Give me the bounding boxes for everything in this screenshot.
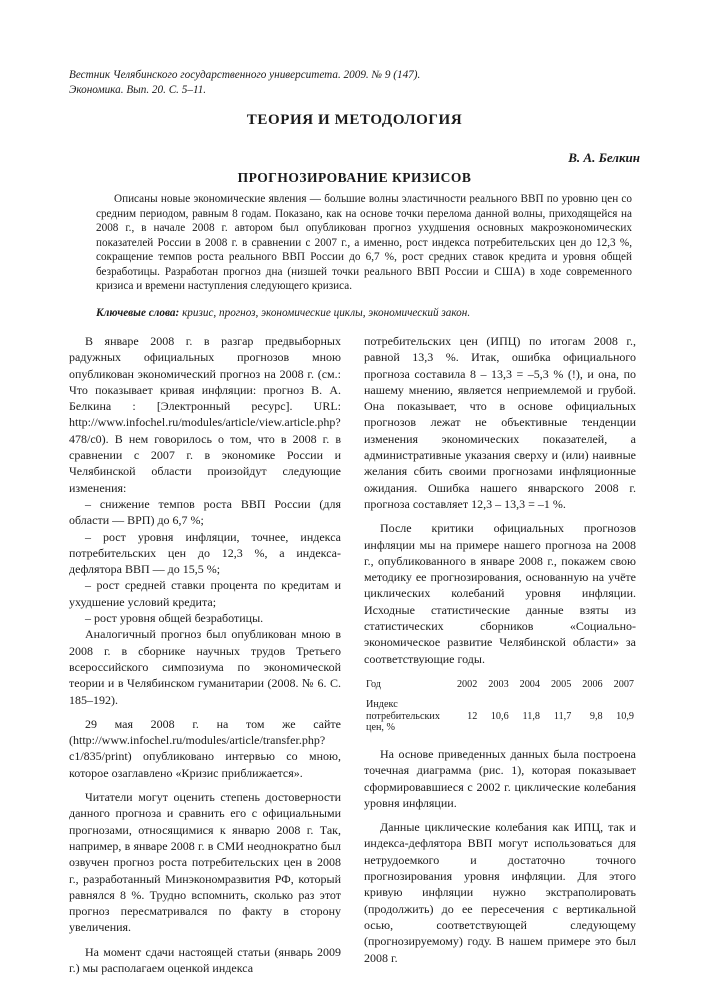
- year-cell: 2007: [613, 678, 634, 690]
- paragraph: Данные циклические колебания как ИПЦ, так и индекса-дефлятора ВВП могут использоваться для нетрудоемкого и достаточно точного прогнозирования уровня инфляции. Для этого кривую инфляции нужно экстраполировать (продолжить) до ее пересечения с вертикальной осью, соответствующей следующему (прогнозируемому) году. В нашем примере это был 2008 г.: [364, 820, 636, 965]
- journal-header: [69, 68, 420, 97]
- section-title: ТЕОРИЯ И МЕТОДОЛОГИЯ: [246, 112, 463, 128]
- table-row: [364, 699, 636, 734]
- left-column: [69, 333, 341, 976]
- year-cell: 2003: [488, 678, 509, 690]
- value-cell: 12: [467, 710, 478, 722]
- table-header-row: [364, 679, 636, 700]
- paragraph: На основе приведенных данных была построена точечная диаграмма (рис. 1), которая показывает сформировавшиеся с 2002 г. циклические колебания уровня инфляции.: [364, 746, 636, 810]
- year-label: Год: [366, 678, 381, 690]
- article-title: ПРОГНОЗИРОВАНИЕ КРИЗИСОВ: [237, 170, 472, 185]
- value-cell: 10,9: [616, 710, 634, 722]
- value-cell: 9,8: [589, 710, 603, 722]
- paragraph: На момент сдачи настоящей статьи (январь 2009 г.) мы располагаем оценкой индекса: [69, 944, 341, 975]
- paragraph: 29 мая 2008 г. на том же сайте (http://www.infochel.ru/modules/article/transfer.php?c1/835/print) опубликовано интервью со мною, которое озаглавлено «Кризис приближается».: [69, 716, 341, 780]
- journal-line-1: Вестник Челябинского государственного университета. 2009. № 9 (147).: [69, 69, 421, 81]
- year-cell: 2002: [456, 678, 478, 690]
- paragraph: В январе 2008 г. в разгар предвыборных радужных официальных прогнозов мною опубликован экономический прогноз на 2008 г. (см.: Что показывает кривая инфляции: прогноз В. А. Белкина : [Электронный ресурс]. URL: http://www.infochel.ru/modules/article/view.article.php?478/c0). В нем говорилось о том, что в 2008 г. в сравнении с 2007 г. в экономике России и Челябинской области произойдут следующие изменения:: [69, 334, 341, 495]
- paragraph: Аналогичный прогноз был опубликован мною в 2008 г. в сборнике научных трудов Третьего всероссийского симпозиума по экономической теории и в Челябинском гуманитарии (2008. № 6. С. 185–192).: [69, 627, 341, 707]
- paragraph: Читатели могут оценить степень достоверности данного прогноза и сравнить его с официальными прогнозами, относящимися к январю 2008 г. Так, например, в январе 2008 г. в СМИ неоднократно был озвучен прогноз роста потребительских цен в 2008 г., разработанный Минэкономразвития РФ, который равнялся 8 %. Трудно вспомнить, сколько раз этот прогноз пересматривался по факту в сторону увеличения.: [69, 790, 341, 935]
- row-label: Индекс потребительских цен, %: [366, 699, 440, 734]
- author-name: В. А. Белкин: [568, 150, 640, 165]
- list-item: – рост уровня общей безработицы.: [85, 611, 264, 626]
- paragraph: После критики официальных прогнозов инфляции мы на примере нашего прогноза на 2008 г., опубликованного в январе 2008 г., покажем свою методику ее прогнозирования, основанную на учёте циклических колебаний уровня инфляции. Исходные статистические данные взяты из статистических сборников «Социально-экономическое развитие Челябинской области» за соответствующие годы.: [364, 521, 636, 666]
- journal-line-2: Экономика. Вып. 20. С. 5–11.: [69, 83, 207, 96]
- value-cell: 10,6: [490, 710, 509, 722]
- year-cell: 2005: [550, 678, 572, 690]
- keywords: [96, 306, 632, 321]
- value-cell: 11,8: [522, 710, 540, 722]
- cpi-table: [364, 679, 636, 734]
- right-column: [364, 333, 636, 966]
- year-cell: 2006: [582, 678, 603, 690]
- value-cell: 11,7: [553, 710, 572, 722]
- list-item: – снижение темпов роста ВВП России (для области — ВРП) до 6,7 %;: [69, 496, 341, 528]
- list-item: – рост средней ставки процента по кредитам и ухудшение условий кредита;: [69, 578, 341, 609]
- keywords-text: кризис, прогноз, экономические циклы, экономический закон.: [182, 307, 471, 319]
- list-item: – рост уровня инфляции, точнее, индекса потребительских цен до 12,3 %, а индекса-дефлятора ВВП — до 15,5 %;: [69, 529, 341, 577]
- abstract: Описаны новые экономические явления — большие волны эластичности реального ВВП по уровню цен со средним периодом, равным 8 годам. Показано, как на основе точки перелома данной волны, приходящейся на 2008 г., в начале 2008 г. автором был опубликован прогноз ухудшения основных макроэкономических показателей России в 2008 г. в сравнении с 2007 г., а именно, рост индекса потребительских цен до 12,3 %, сокращение темпов роста реального ВВП России до 6,7 %, рост средних ставок кредита и уровня общей безработицы. Разработан прогноз дна (низшей точки реального ВВП России и США) в ходе современного кризиса и времени наступления следующего кризиса.: [96, 193, 632, 292]
- paragraph: потребительских цен (ИПЦ) по итогам 2008 г., равной 13,3 %. Итак, ошибка официального прогноза составила 8 – 13,3 = –5,3 % (!), и она, по нашему мнению, является неприемлемой и грубой. Она показывает, что в основе официальных прогнозов лежат не объективные тенденции изменения экономических показателей, а административные указания сверху и (или) наивные желания сбить своими прогнозами инфляционные ожидания. Ошибка нашего январского 2008 г. прогноза составляет 12,3 – 13,3 = –1 %.: [364, 334, 636, 511]
- keywords-label: Ключевые слова:: [96, 307, 180, 319]
- year-cell: 2004: [519, 678, 540, 690]
